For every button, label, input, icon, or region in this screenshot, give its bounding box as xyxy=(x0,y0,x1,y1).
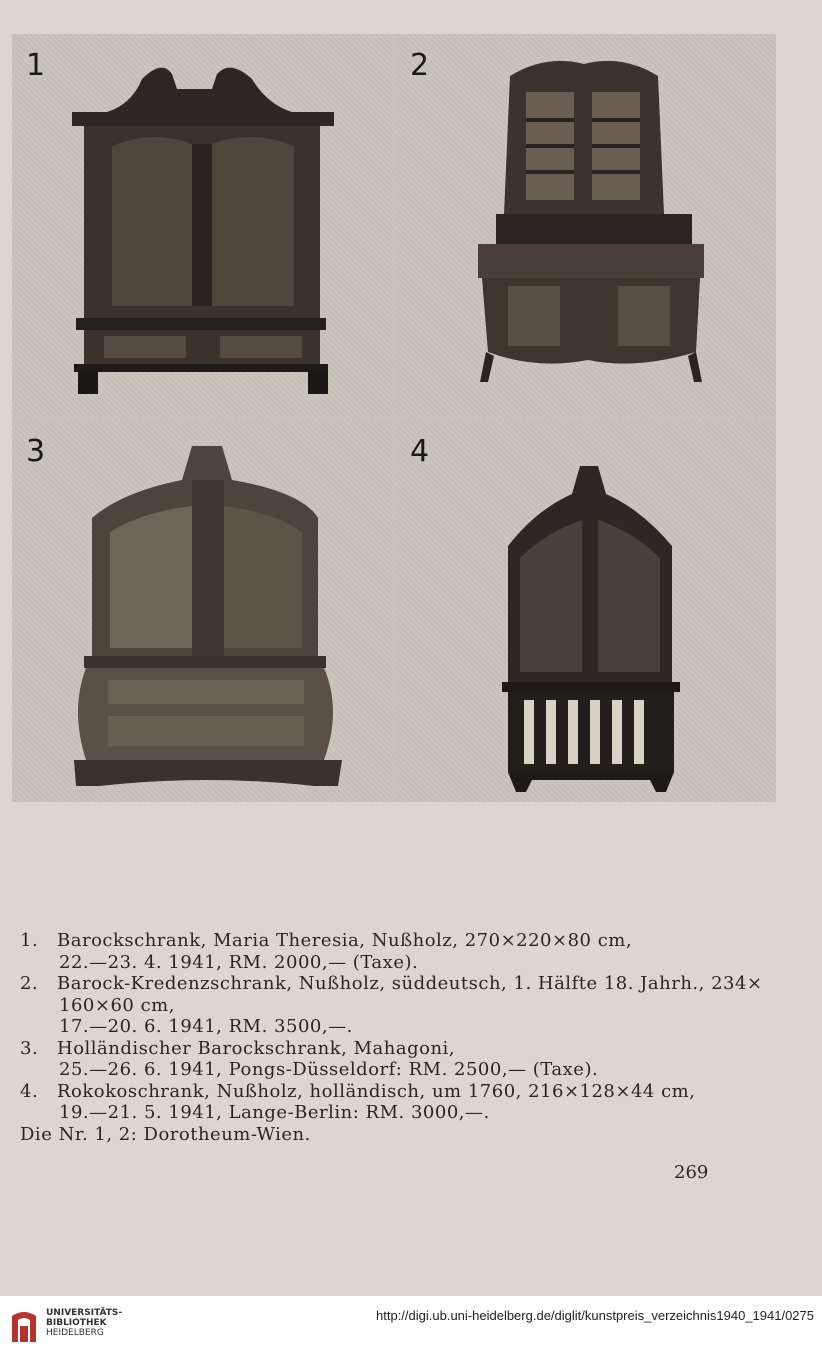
caption-2 xyxy=(20,973,780,995)
library-logo-icon xyxy=(8,1306,40,1346)
caption-number: 1. xyxy=(20,930,39,951)
logo-line: UNIVERSITÄTS- xyxy=(46,1308,123,1318)
rococo-wardrobe-image xyxy=(396,420,776,802)
page-number: 269 xyxy=(674,1162,709,1183)
figure-2 xyxy=(396,34,776,416)
figure-3 xyxy=(12,420,392,802)
caption-number: 4. xyxy=(20,1080,39,1102)
caption-text: Barockschrank, Maria Theresia, Nußholz, 270×220×80 cm, xyxy=(57,930,633,951)
caption-2-dimensions: 160×60 cm, xyxy=(59,994,175,1016)
photo-plate xyxy=(12,34,776,802)
caption-text: Rokokoschrank, Nußholz, holländisch, um 1760, 216×128×44 cm, xyxy=(57,1080,696,1102)
caption-2-details: 17.—20. 6. 1941, RM. 3500,—. xyxy=(59,1016,353,1037)
dutch-baroque-wardrobe-image xyxy=(12,420,392,802)
caption-list xyxy=(20,930,780,1145)
caption-1 xyxy=(20,930,780,952)
footer-bar xyxy=(0,1296,822,1355)
figure-1 xyxy=(12,34,392,416)
caption-text: Barock-Kredenzschrank, Nußholz, süddeutsch, 1. Hälfte 18. Jahrh., 234× xyxy=(57,973,763,994)
logo-line: BIBLIOTHEK xyxy=(46,1318,107,1328)
caption-number: 2. xyxy=(20,973,39,994)
caption-number: 3. xyxy=(20,1037,39,1059)
caption-1-details: 22.—23. 4. 1941, RM. 2000,— (Taxe). xyxy=(59,951,419,973)
sideboard-cabinet-image xyxy=(396,34,776,416)
source-note: Die Nr. 1, 2: Dorotheum-Wien. xyxy=(20,1123,311,1145)
figure-4 xyxy=(396,420,776,802)
figure-number: 2 xyxy=(410,48,430,83)
figure-number: 4 xyxy=(410,434,430,469)
caption-3-details: 25.—26. 6. 1941, Pongs-Düsseldorf: RM. 2500,— (Taxe). xyxy=(59,1059,599,1080)
baroque-wardrobe-image xyxy=(12,34,392,416)
caption-4-details: 19.—21. 5. 1941, Lange-Berlin: RM. 3000,—. xyxy=(59,1102,490,1123)
logo-line: HEIDELBERG xyxy=(46,1328,104,1338)
source-url-link[interactable]: http://digi.ub.uni-heidelberg.de/diglit/kunstpreis_verzeichnis1940_1941/0275 xyxy=(376,1308,814,1323)
caption-4 xyxy=(20,1081,780,1103)
caption-text: Holländischer Barockschrank, Mahagoni, xyxy=(57,1037,456,1059)
caption-3 xyxy=(20,1038,780,1060)
figure-number: 1 xyxy=(26,48,46,83)
figure-number: 3 xyxy=(26,434,46,469)
library-logo-text xyxy=(46,1308,122,1338)
